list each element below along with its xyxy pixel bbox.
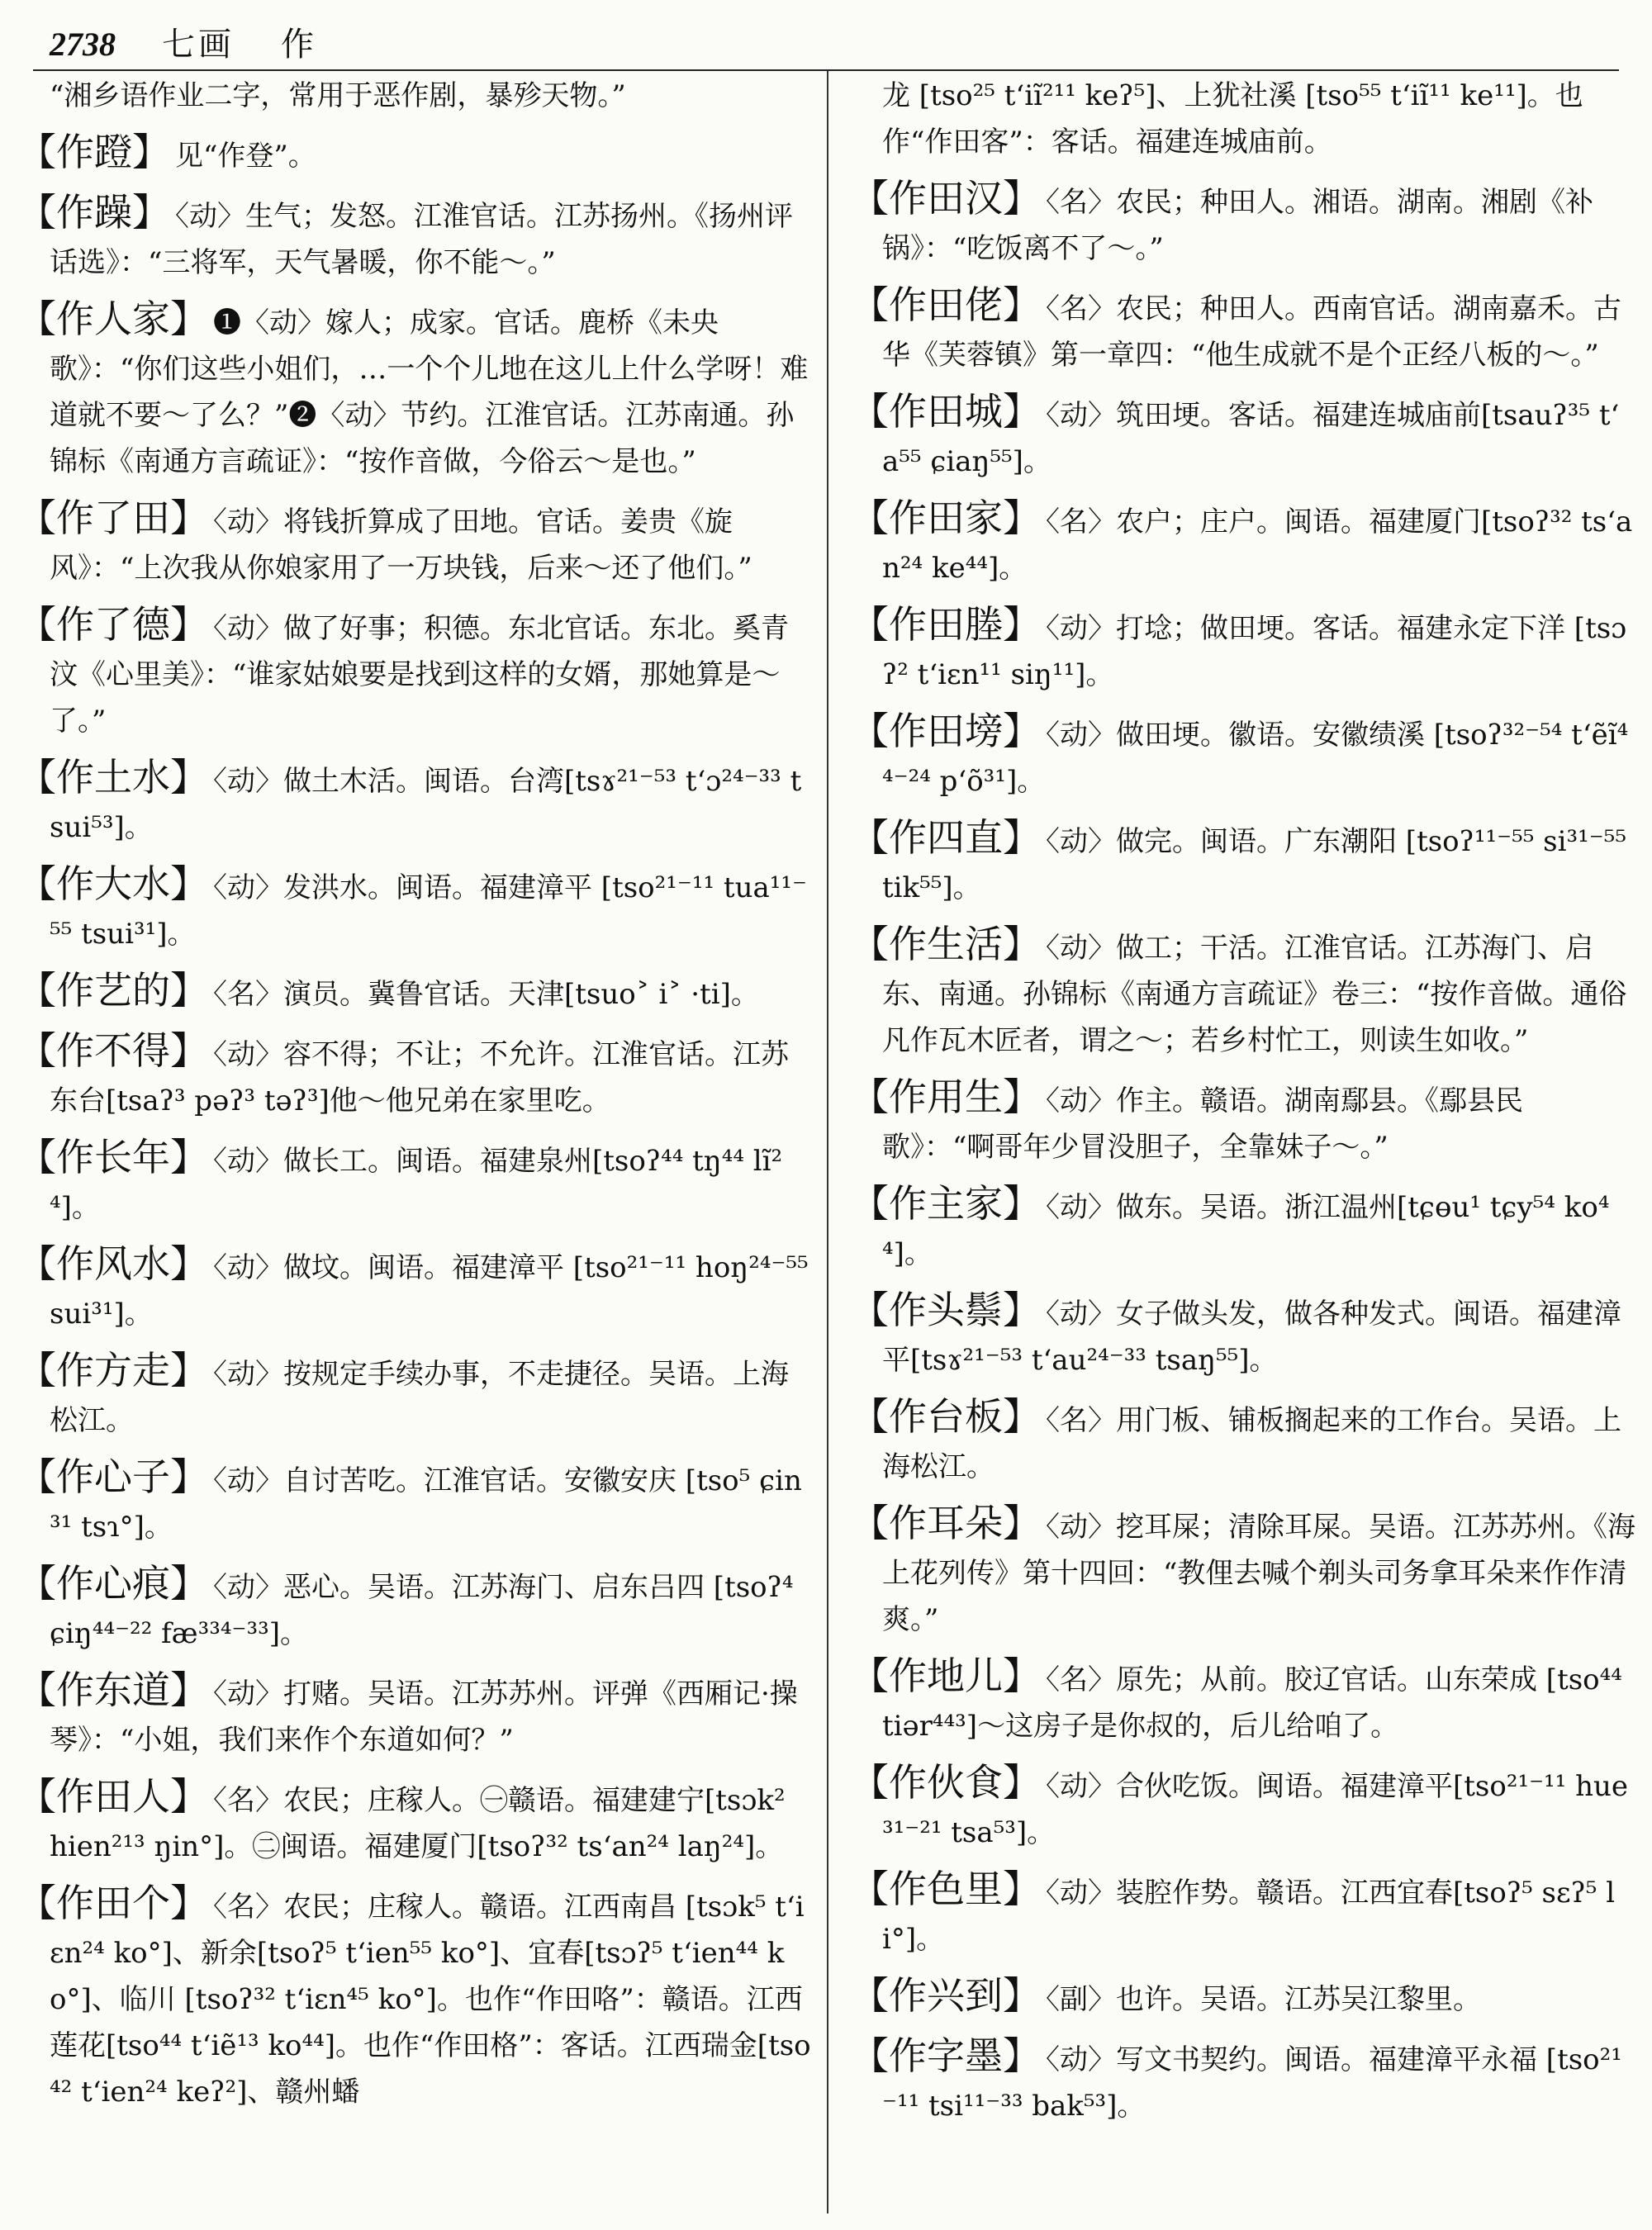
dictionary-entry <box>18 754 811 851</box>
dictionary-entry <box>18 601 811 744</box>
dictionary-entry <box>851 282 1635 378</box>
entry-definition: 〈动〉做工；干活。江淮官话。江苏海门、启东、南通。孙锦标《南通方言疏证》卷三：“按作音做。通俗凡作瓦木匠者，谓之～；若乡村忙工，则读生如收。” <box>882 932 1627 1057</box>
dictionary-entry <box>851 495 1635 591</box>
dictionary-entry <box>18 1560 811 1657</box>
dictionary-entry <box>851 1074 1635 1170</box>
entry-definition: 〈动〉生气；发怒。江淮官话。江苏扬州。《扬州评话选》：“三将军，天气暑暖，你不能～。” <box>50 200 793 279</box>
entry-definition: 〈动〉做东。吴语。浙江温州[tɕɵu¹ tɕy⁵⁴ ko⁴⁴]。 <box>882 1191 1610 1270</box>
entry-definition: 〈动〉自讨苦吃。江淮官话。安徽安庆 [tso⁵ ɕin³¹ tsɿ°]。 <box>50 1464 802 1544</box>
entry-definition: 〈动〉发洪水。闽语。福建漳平 [tso²¹⁻¹¹ tua¹¹⁻⁵⁵ tsui³¹]。 <box>50 871 807 951</box>
entry-headword: 【作蹬】 <box>18 130 170 174</box>
continued-text: 龙 [tso²⁵ tʻiĩ²¹¹ keʔ⁵]、上犹社溪 [tso⁵⁵ tʻiĩ¹¹ ke¹¹]。也作“作田客”：客话。福建连城庙前。 <box>882 79 1583 159</box>
continued-text: “湘乡语作业二字，常用于恶作剧，暴殄天物。” <box>50 79 626 112</box>
dictionary-entry <box>18 1134 811 1231</box>
entry-headword: 【作东道】 <box>18 1668 208 1712</box>
entry-definition: 〈动〉装腔作势。赣语。江西宜春[tsoʔ⁵ sɛʔ⁵ li°]。 <box>882 1877 1616 1956</box>
entry-definition: 〈动〉做完。闽语。广东潮阳 [tsoʔ¹¹⁻⁵⁵ si³¹⁻⁵⁵ tik⁵⁵]。 <box>882 825 1626 904</box>
header-character: 作 <box>281 26 317 64</box>
entry-headword: 【作心痕】 <box>18 1561 208 1606</box>
entry-headword: 【作人家】 <box>18 297 208 341</box>
entry-headword: 【作田个】 <box>18 1881 208 1925</box>
dictionary-entry <box>18 495 811 591</box>
dictionary-entry <box>851 1759 1635 1856</box>
entry-definition: 〈动〉做土木活。闽语。台湾[tsɤ²¹⁻⁵³ tʻɔ²⁴⁻³³ tsui⁵³]。 <box>50 765 802 844</box>
page-number: 2738 <box>50 26 116 63</box>
dictionary-entry <box>18 967 811 1018</box>
dictionary-entry <box>18 861 811 957</box>
entry-headword: 【作字墨】 <box>851 2033 1041 2078</box>
right-column <box>851 73 1635 2139</box>
entry-definition: 〈名〉原先；从前。胶辽官话。山东荣成 [tso⁴⁴ tiər⁴⁴³]～这房子是你叔的，后儿给咱了。 <box>882 1663 1622 1743</box>
entry-headword: 【作田塝】 <box>851 709 1041 753</box>
dictionary-entry <box>851 2033 1635 2129</box>
entry-headword: 【作伙食】 <box>851 1760 1041 1805</box>
entry-headword: 【作方走】 <box>18 1348 208 1393</box>
entry-definition: 〈动〉做长工。闽语。福建泉州[tsoʔ⁴⁴ tŋ⁴⁴ lĩ²⁴]。 <box>50 1145 783 1224</box>
dictionary-entry <box>851 814 1635 911</box>
entry-headword: 【作心子】 <box>18 1454 208 1499</box>
entry-definition: 〈动〉做坟。闽语。福建漳平 [tso²¹⁻¹¹ hoŋ²⁴⁻⁵⁵ sui³¹]。 <box>50 1251 809 1331</box>
dictionary-entry <box>851 1180 1635 1277</box>
entry-headword: 【作头鬃】 <box>851 1288 1041 1332</box>
entry-headword: 【作用生】 <box>851 1075 1041 1119</box>
entry-definition: 〈动〉挖耳屎；清除耳屎。吴语。江苏苏州。《海上花列传》第十四回：“教俚去喊个剃头司务拿耳朵来作作清爽。” <box>882 1511 1635 1636</box>
entry-definition: 〈名〉农户；庄户。闽语。福建厦门[tsoʔ³² tsʻan²⁴ ke⁴⁴]。 <box>882 505 1633 585</box>
column-divider <box>827 71 828 2213</box>
entry-headword: 【作台板】 <box>851 1394 1041 1439</box>
dictionary-entry <box>851 1500 1635 1643</box>
dictionary-entry <box>18 1454 811 1550</box>
dictionary-entry <box>18 1773 811 1870</box>
entry-headword: 【作耳朵】 <box>851 1501 1041 1545</box>
entry-headword: 【作躁】 <box>18 190 170 235</box>
entry-headword: 【作田家】 <box>851 496 1041 540</box>
dictionary-entry <box>18 1027 811 1124</box>
entry-definition: 〈动〉将钱折算成了田地。官话。姜贵《旋风》：“上次我从你娘家用了一万块钱，后来～还了他们。” <box>50 505 752 585</box>
entry-definition: 〈动〉恶心。吴语。江苏海门、启东吕四 [tsoʔ⁴ ɕiŋ⁴⁴⁻²² fæ³³⁴⁻³³]。 <box>50 1571 794 1650</box>
entry-definition: 〈动〉按规定手续办事，不走捷径。吴语。上海松江。 <box>50 1358 789 1437</box>
page-header <box>50 18 1602 66</box>
entry-headword: 【作四直】 <box>851 815 1041 860</box>
entry-definition: 〈名〉农民；种田人。西南官话。湖南嘉禾。古华《芙蓉镇》第一章四：“他生成就不是个正经八板的～。” <box>882 292 1621 372</box>
dictionary-entry <box>18 1241 811 1337</box>
entry-headword: 【作兴到】 <box>851 1973 1041 2018</box>
entry-headword: 【作田人】 <box>18 1774 208 1819</box>
dictionary-entry <box>18 1667 811 1763</box>
entry-definition: 〈动〉筑田埂。客话。福建连城庙前[tsauʔ³⁵ tʻa⁵⁵ ɕiaŋ⁵⁵]。 <box>882 399 1620 478</box>
dictionary-entry <box>851 601 1635 698</box>
entry-headword: 【作田城】 <box>851 389 1041 434</box>
dictionary-entry <box>851 1653 1635 1749</box>
entry-headword: 【作色里】 <box>851 1867 1041 1911</box>
dictionary-entry <box>851 708 1635 804</box>
dictionary-entry <box>851 1287 1635 1383</box>
entry-headword: 【作艺的】 <box>18 968 208 1013</box>
dictionary-entry <box>851 175 1635 272</box>
header-divider <box>33 69 1619 71</box>
entry-definition: 〈副〉也许。吴语。江苏吴江黎里。 <box>1046 1983 1481 2016</box>
entry-headword: 【作了德】 <box>18 602 208 647</box>
entry-list <box>18 129 811 2115</box>
dictionary-entry <box>851 1972 1635 2023</box>
entry-headword: 【作主家】 <box>851 1181 1041 1226</box>
entry-definition: 〈动〉打埝；做田埂。客话。福建永定下洋 [tsɔʔ² tʻiɛn¹¹ siŋ¹¹]。 <box>882 612 1627 691</box>
entry-definition: 〈名〉农民；庄稼人。㊀赣语。福建建宁[tsɔk² hien²¹³ ŋin°]。㊁闽语。福建厦门[tsoʔ³² tsʻan²⁴ laŋ²⁴]。 <box>50 1784 786 1863</box>
dictionary-entry <box>18 1347 811 1444</box>
dictionary-entry <box>18 129 811 179</box>
entry-headword: 【作大水】 <box>18 861 208 906</box>
entry-definition: 〈名〉农民；庄稼人。赣语。江西南昌 [tsɔk⁵ tʻiɛn²⁴ ko°]、新余[tsoʔ⁵ tʻien⁵⁵ ko°]、宜春[tsɔʔ⁵ tʻien⁴⁴ ko°]、临川 [tsoʔ³² tʻiɛn⁴⁵ ko°]。也作“作田咯”：赣语。江西莲花[tso⁴⁴ tʻiẽ¹³ ko⁴⁴]。也作“作田格”：客话。江西瑞金[tso⁴² tʻien²⁴ keʔ²]、赣州蟠 <box>50 1891 811 2109</box>
dictionary-entry <box>851 1393 1635 1490</box>
entry-definition: 〈名〉用门板、铺板搁起来的工作台。吴语。上海松江。 <box>882 1404 1621 1483</box>
entry-list <box>851 175 1635 2129</box>
entry-headword: 【作风水】 <box>18 1241 208 1286</box>
entry-headword: 【作田塍】 <box>851 602 1041 647</box>
dictionary-entry <box>18 189 811 286</box>
entry-definition: 〈动〉做了好事；积德。东北官话。东北。奚青汶《心里美》：“谁家姑娘要是找到这样的女婿，那她算是～了。” <box>50 612 789 738</box>
dictionary-entry <box>18 1880 811 2115</box>
entry-definition: 〈名〉演员。冀鲁官话。天津[tsuo˃ i˃ ·ti]。 <box>213 978 759 1011</box>
dictionary-entry <box>851 1866 1635 1962</box>
entry-definition: 见“作登”。 <box>175 140 316 173</box>
entry-definition: 〈动〉容不得；不让；不允许。江淮官话。江苏东台[tsaʔ³ pəʔ³ təʔ³]他～他兄弟在家里吃。 <box>50 1038 789 1117</box>
entry-definition: 〈动〉合伙吃饭。闽语。福建漳平[tso²¹⁻¹¹ hue³¹⁻²¹ tsa⁵³]。 <box>882 1770 1629 1849</box>
entry-headword: 【作生活】 <box>851 922 1041 966</box>
section-title: 七画 <box>162 26 235 64</box>
entry-definition: 〈动〉女子做头发，做各种发式。闽语。福建漳平[tsɤ²¹⁻⁵³ tʻau²⁴⁻³³ tsaŋ⁵⁵]。 <box>882 1298 1621 1377</box>
entry-definition: 〈动〉打赌。吴语。江苏苏州。评弹《西厢记·操琴》：“小姐，我们来作个东道如何？” <box>50 1677 798 1757</box>
left-column <box>18 73 811 2125</box>
entry-definition: 〈动〉写文书契约。闽语。福建漳平永福 [tso²¹⁻¹¹ tsi¹¹⁻³³ bak⁵³]。 <box>882 2043 1622 2123</box>
entry-definition: 〈动〉作主。赣语。湖南鄢县。《鄢县民歌》：“啊哥年少冒没胆子，全靠妹子～。” <box>882 1084 1523 1164</box>
entry-headword: 【作不得】 <box>18 1028 208 1073</box>
dictionary-entry <box>851 388 1635 485</box>
entry-definition: ❶〈动〉嫁人；成家。官话。鹿桥《未央歌》：“你们这些小姐们，…一个个儿地在这儿上什么学呀！难道就不要～了么？”❷〈动〉节约。江淮官话。江苏南通。孙锦标《南通方言疏证》：“按作音做，今俗云～是也。” <box>50 306 809 478</box>
entry-definition: 〈动〉做田埂。徽语。安徽绩溪 [tsoʔ³²⁻⁵⁴ tʻẽĩ⁴⁴⁻²⁴ pʻõ³¹]。 <box>882 719 1629 798</box>
dictionary-entry <box>18 296 811 485</box>
entry-headword: 【作田佬】 <box>851 282 1041 327</box>
entry-definition: 〈名〉农民；种田人。湘语。湖南。湘剧《补锅》：“吃饭离不了～。” <box>882 186 1593 265</box>
entry-headword: 【作长年】 <box>18 1135 208 1179</box>
entry-headword: 【作了田】 <box>18 496 208 540</box>
entry-headword: 【作土水】 <box>18 755 208 799</box>
dictionary-entry <box>851 921 1635 1064</box>
entry-headword: 【作田汉】 <box>851 176 1041 221</box>
entry-headword: 【作地儿】 <box>851 1654 1041 1698</box>
